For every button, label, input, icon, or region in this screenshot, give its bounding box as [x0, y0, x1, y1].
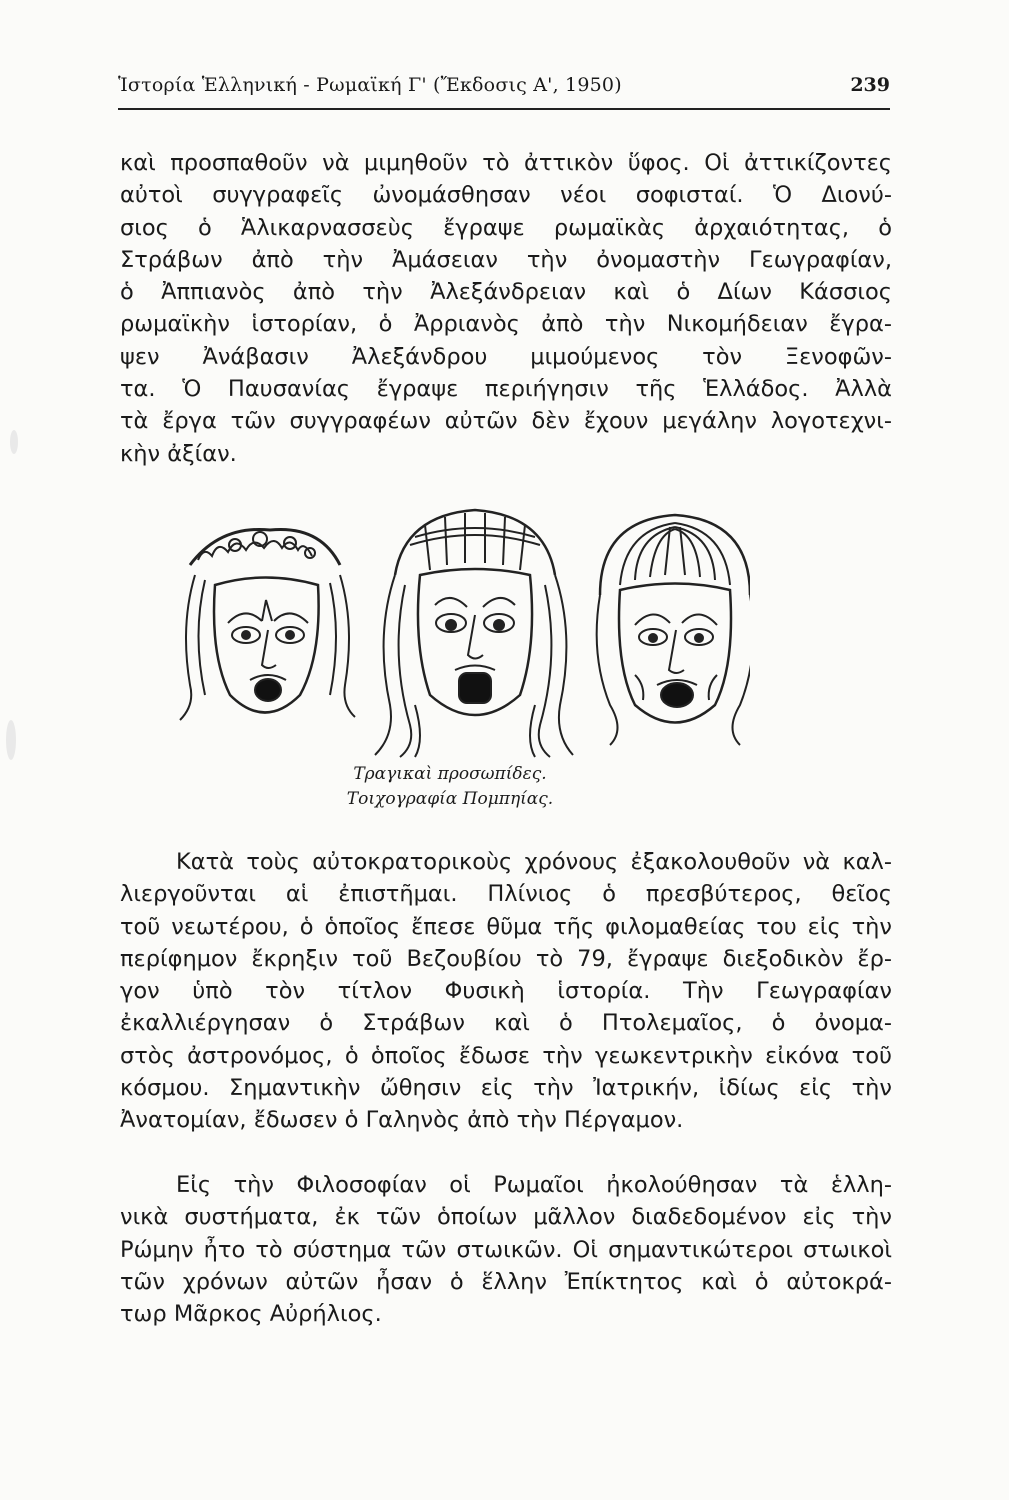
- text-line: ὁ Ἀππιανὸς ἀπὸ τὴν Ἀλεξάνδρειαν καὶ ὁ Δίων Κάσσιος: [120, 279, 892, 306]
- scan-mark: [6, 720, 16, 760]
- scan-mark: [10, 430, 18, 454]
- text-line: Κατὰ τοὺς αὐτοκρατορικοὺς χρόνους ἐξακολουθοῦν νὰ καλ-: [176, 849, 892, 875]
- text-line: καὶ προσπαθοῦν νὰ μιμηθοῦν τὸ ἀττικὸν ὕφος. Οἱ ἀττικίζοντες: [120, 150, 892, 176]
- text-line: Στράβων ἀπὸ τὴν Ἀμάσειαν τὴν ὀνομαστὴν Γεωγραφίαν,: [120, 246, 892, 273]
- mask-center: [375, 510, 573, 757]
- text-line: Εἰς τὴν Φιλοσοφίαν οἱ Ρωμαῖοι ἠκολούθησαν τὰ ἑλλη-: [176, 1172, 892, 1198]
- paragraph-1: [120, 147, 892, 470]
- running-header: [118, 74, 890, 104]
- text-line: τα. Ὁ Παυσανίας ἔγραψε περιήγησιν τῆς Ἑλλάδος. Ἀλλὰ: [120, 376, 892, 403]
- text-line: κόσμου. Σημαντικὴν ὤθησιν εἰς τὴν Ἰατρικήν, ἰδίως εἰς τὴν: [120, 1075, 892, 1102]
- mask-left: [180, 529, 355, 720]
- text-line: αὐτοὶ συγγραφεῖς ὠνομάσθησαν νέοι σοφισταί. Ὁ Διονύ-: [120, 182, 892, 209]
- mask-right: [597, 515, 750, 745]
- tragic-masks-illustration: [150, 505, 750, 760]
- text-line: κὴν ἀξίαν.: [120, 440, 237, 467]
- text-line: ἐκαλλιέργησαν ὁ Στράβων καὶ ὁ Πτολεμαῖος, ὁ ὀνομα-: [120, 1010, 892, 1037]
- text-line: νικὰ συστήματα, ἐκ τῶν ὁποίων μᾶλλον διαδεδομένον εἰς τὴν: [120, 1204, 892, 1231]
- header-rule: [118, 108, 890, 110]
- text-line: ρωμαϊκὴν ἱστορίαν, ὁ Ἀρριανὸς ἀπὸ τὴν Νικομήδειαν ἔγρα-: [120, 311, 892, 338]
- text-line: τωρ Μᾶρκος Αὐρήλιος.: [120, 1301, 382, 1328]
- running-title: Ἱστορία Ἑλληνική - Ρωμαϊκή Γ' (Ἔκδοσις Α', 1950): [118, 74, 622, 96]
- text-line: γον ὑπὸ τὸν τίτλον Φυσικὴ ἱστορία. Τὴν Γεωγραφίαν: [120, 978, 892, 1005]
- paragraph-3: [120, 1169, 892, 1330]
- text-line: στὸς ἀστρονόμος, ὁ ὁποῖος ἔδωσε τὴν γεωκεντρικὴν εἰκόνα τοῦ: [120, 1042, 892, 1069]
- text-line: λιεργοῦνται αἱ ἐπιστῆμαι. Πλίνιος ὁ πρεσβύτερος, θεῖος: [120, 881, 892, 908]
- text-line: Ἀνατομίαν, ἔδωσεν ὁ Γαληνὸς ἀπὸ τὴν Πέργαμον.: [120, 1107, 684, 1134]
- figure-caption-source: Τοιχογραφία Πομπηίας.: [346, 789, 554, 809]
- text-line: τοῦ νεωτέρου, ὁ ὁποῖος ἔπεσε θῦμα τῆς φιλομαθείας του εἰς τὴν: [120, 913, 892, 940]
- figure-caption-title: Τραγικαὶ προσωπίδες.: [353, 764, 547, 784]
- page-number: 239: [850, 74, 890, 96]
- text-line: περίφημον ἔκρηξιν τοῦ Βεζουβίου τὸ 79, ἔγραψε διεξοδικὸν ἔρ-: [120, 945, 892, 972]
- paragraph-2: [120, 846, 892, 1137]
- text-line: τῶν χρόνων αὐτῶν ἦσαν ὁ ἕλλην Ἐπίκτητος καὶ ὁ αὐτοκρά-: [120, 1268, 892, 1295]
- text-line: ψεν Ἀνάβασιν Ἀλεξάνδρου μιμούμενος τὸν Ξενοφῶν-: [120, 343, 892, 370]
- text-line: σιος ὁ Ἁλικαρνασσεὺς ἔγραψε ρωμαϊκὰς ἀρχαιότητας, ὁ: [120, 214, 892, 241]
- text-line: Ρώμην ἦτο τὸ σύστημα τῶν στωικῶν. Οἱ σημαντικώτεροι στωικοὶ: [120, 1236, 892, 1263]
- text-line: τὰ ἔργα τῶν συγγραφέων αὐτῶν δὲν ἔχουν μεγάλην λογοτεχνι-: [120, 408, 892, 435]
